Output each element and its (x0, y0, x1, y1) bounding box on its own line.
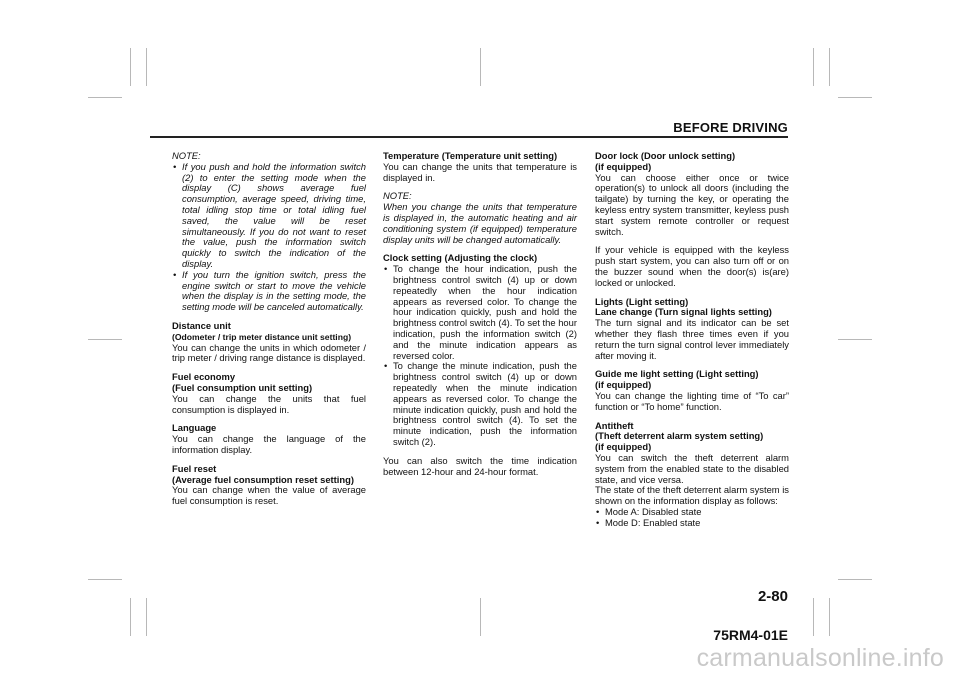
antitheft-body-2: The state of the theft deterrent alarm system is shown on the information display as follows: (595, 484, 789, 507)
language-heading: Language (172, 422, 217, 434)
fuel-reset-heading: Fuel reset (172, 462, 217, 474)
crop-mark (130, 598, 131, 636)
mode-item: • Mode D: Enabled state (595, 518, 789, 529)
crop-mark (146, 48, 147, 86)
clock-footer: You can also switch the time indication between 12-hour and 24-hour format. (383, 454, 577, 477)
crop-mark (480, 48, 481, 86)
crop-mark (130, 48, 131, 86)
clock-item: • To change the hour indication, push the brightness control switch (4) up or down repeatedly when the hour indication appears as reversed color. To change the hour indication quickly, push and hold the brightness control switch (4). To set the hour indication, push the information switch (2) and the minute indication appears as reversed color. (383, 264, 577, 361)
antitheft-subheading-2: (if equipped) (595, 441, 652, 453)
watermark: carmanualsonline.info (696, 644, 944, 672)
guide-me-light-heading: Guide me light setting (Light setting) (595, 368, 759, 380)
document-code: 75RM4-01E (713, 627, 788, 643)
crop-mark (829, 48, 830, 86)
clock-heading: Clock setting (Adjusting the clock) (383, 252, 538, 264)
crop-mark (813, 598, 814, 636)
note-label: NOTE: (172, 150, 201, 161)
section-title: BEFORE DRIVING (673, 120, 788, 135)
note-item: • If you turn the ignition switch, press the engine switch or start to move the vehicle when the display is in the setting mode, the setting mode will be canceled automatically. (172, 270, 366, 313)
fuel-reset-body: You can change when the value of average fuel consumption is reset. (172, 484, 366, 507)
crop-mark (146, 598, 147, 636)
door-lock-body-2: If your vehicle is equipped with the keyless push start system, you can also turn off or on the buzzer sound when the door(s) is(are) locked or unlocked. (595, 244, 789, 288)
note-label: NOTE: (383, 190, 412, 202)
lights-heading: Lights (Light setting) (595, 295, 689, 307)
language-body: You can change the language of the information display. (172, 433, 366, 455)
fuel-reset-subheading: (Average fuel consumption reset setting) (172, 473, 354, 485)
lane-change-body: The turn signal and its indicator can be set whether they flash three times even if you return the turn signal control lever immediately after moving it. (595, 317, 789, 361)
antitheft-body: You can switch the theft deterrent alarm system from the enabled state to the disabled state, and vice versa. (595, 451, 789, 485)
fuel-economy-heading: Fuel economy (172, 371, 236, 383)
antitheft-heading: Antitheft (595, 419, 634, 431)
lane-change-heading: Lane change (Turn signal lights setting) (595, 306, 772, 318)
crop-mark (88, 339, 122, 340)
door-lock-heading: Door lock (Door unlock setting) (595, 150, 736, 161)
fuel-economy-body: You can change the units that fuel consumption is displayed in. (172, 392, 366, 415)
note-list (172, 162, 366, 313)
note-body: When you change the units that temperature is displayed in, the automatic heating and air conditioning system (if equipped) temperature display units will be changed automatically. (383, 201, 577, 245)
crop-mark (480, 598, 481, 636)
guide-me-light-subheading: (if equipped) (595, 379, 652, 391)
clock-item: • To change the minute indication, push the brightness control switch (4) up or down repeatedly when the minute indication appears as reversed color. To change the minute indication quickly, push and hold the brightness control switch (4). To set the minute indication, push the information switch (2). (383, 361, 577, 447)
antitheft-subheading: (Theft deterrent alarm system setting) (595, 430, 764, 442)
temperature-body: You can change the units that temperature is displayed in. (383, 160, 577, 183)
crop-mark (838, 339, 872, 340)
mode-list (595, 507, 789, 529)
distance-unit-body: You can change the units in which odometer / trip meter / driving range distance is displayed. (172, 341, 366, 364)
mode-item: • Mode A: Disabled state (595, 507, 789, 518)
note-item: • If you push and hold the information switch (2) to enter the setting mode when the display (C) shows average fuel consumption, average speed, driving time, total idling stop time or total idling fuel saved, the value will be reset simultaneously. If you do not want to reset the value, push the information switch quickly to switch the indication of the display. (172, 162, 366, 270)
crop-mark (813, 48, 814, 86)
clock-list (383, 264, 577, 448)
column-right (595, 151, 789, 529)
crop-mark (829, 598, 830, 636)
crop-mark (88, 579, 122, 580)
page-number: 2-80 (757, 588, 788, 605)
door-lock-subheading: (if equipped) (595, 160, 652, 172)
column-left (172, 151, 366, 507)
guide-me-light-body: You can change the lighting time of “To car” function or “To home” function. (595, 389, 789, 412)
temperature-heading: Temperature (Temperature unit setting) (383, 150, 558, 161)
crop-mark (838, 579, 872, 580)
door-lock-body: You can choose either once or twice operation(s) to unlock all doors (including the tailgate) by turning the key, or operating the keyless entry system transmitter, keyless push start system remote controller or request switch. (595, 171, 789, 237)
distance-unit-heading: Distance unit (172, 319, 231, 331)
crop-mark (838, 97, 872, 98)
fuel-economy-subheading: (Fuel consumption unit setting) (172, 381, 313, 393)
distance-unit-subheading: (Odometer / trip meter distance unit setting) (172, 331, 352, 342)
header-rule (150, 136, 788, 138)
crop-mark (88, 97, 122, 98)
column-middle (383, 151, 577, 477)
